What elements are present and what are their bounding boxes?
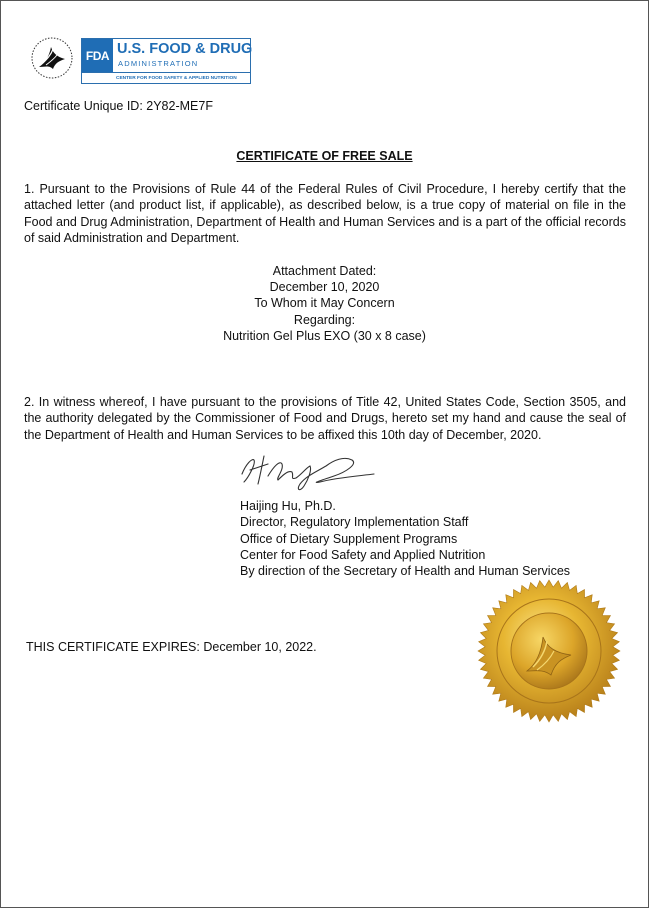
handwritten-signature [234,446,384,496]
signer-office: Office of Dietary Supplement Programs [240,531,458,546]
gold-seal-icon [477,579,621,723]
regarding-label: Regarding: [293,312,356,327]
certificate-title: CERTIFICATE OF FREE SALE [236,149,413,163]
attachment-block [1,263,648,344]
signer-authority: By direction of the Secretary of Health and Human Services [240,564,571,579]
fda-logo [81,38,251,84]
fda-center-text: CENTER FOR FOOD SAFETY & APPLIED NUTRITION [116,75,237,81]
paragraph-1: 1. Pursuant to the Provisions of Rule 44 of the Federal Rules of Civil Procedure, I hereby certify that the attached letter (and product list, if applicable), as described below, is a true copy of material on file in the Food and Drug Administration, Department of Health and Human Services and is a part of the official records of said Administration and Department. [24,182,626,245]
expiration-notice: THIS CERTIFICATE EXPIRES: December 10, 2022. [26,640,317,654]
hhs-eagle-icon [29,35,75,81]
product-name: Nutrition Gel Plus EXO (30 x 8 case) [223,328,426,343]
paragraph-2: 2. In witness whereof, I have pursuant to the provisions of Title 42, United States Code, Section 3505, and the authority delegated by the Commissioner of Food and Drugs, hereto set my hand and cause the seal of the Department of Health and Human Services to be affixed this 10th day of December, 2020. [24,395,626,442]
certificate-id: Certificate Unique ID: 2Y82-ME7F [24,99,213,113]
fda-subtitle: ADMINISTRATION [118,59,199,68]
attachment-dated-label: Attachment Dated: [272,264,377,278]
fda-center-strip [82,72,250,83]
fda-title: U.S. FOOD & DRUG [117,41,253,57]
signer-title: Director, Regulatory Implementation Staff [240,515,469,530]
signer-name: Haijing Hu, Ph.D. [240,499,336,513]
attachment-date: December 10, 2020 [269,280,380,295]
attachment-recipient: To Whom it May Concern [254,296,395,311]
fda-badge: FDA [82,39,113,72]
signer-block [240,498,570,579]
signer-center: Center for Food Safety and Applied Nutrition [240,547,486,562]
